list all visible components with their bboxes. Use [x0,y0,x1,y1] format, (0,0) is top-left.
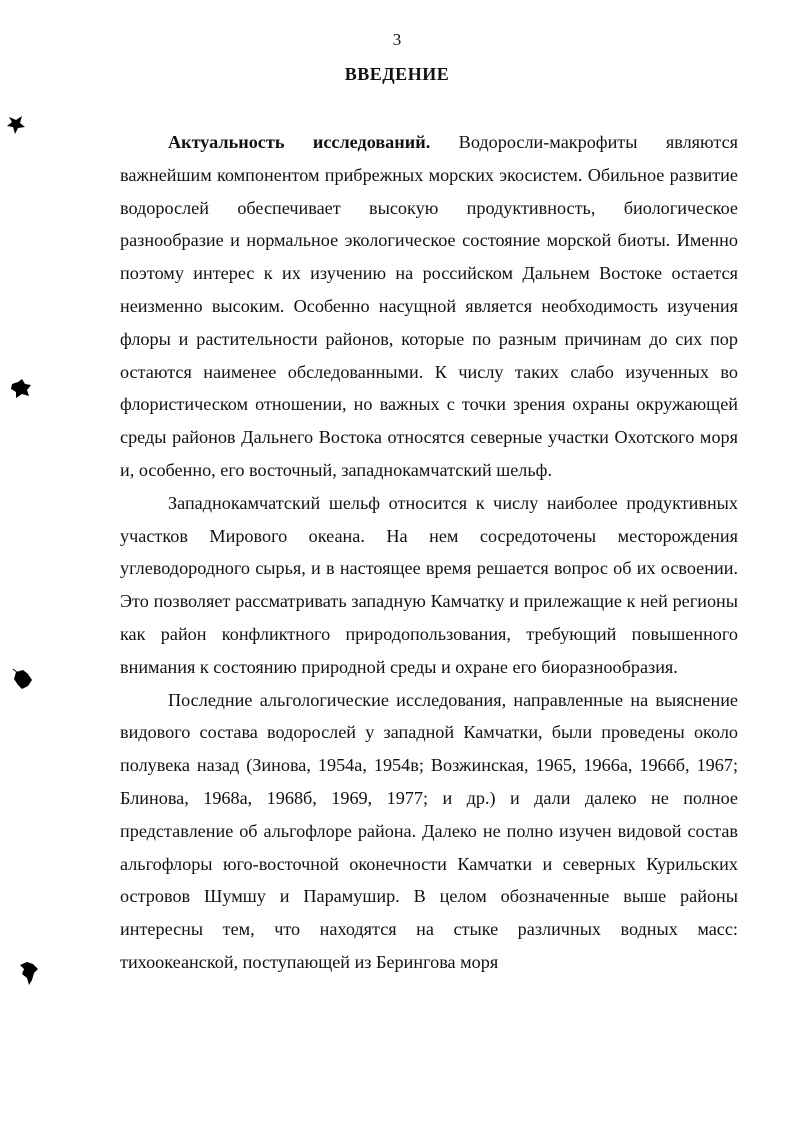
scan-mark-icon [10,378,32,400]
paragraph-lead: Актуальность исследований. [168,132,431,152]
paragraph: Западнокамчатский шельф относится к числу наиболее продуктивных участков Мирового океана. На нем сосредоточены месторождения углеводородного сырья, и в настоящее время решается вопрос об их освоении. Это позволяет рассматривать западную Камчатку и прилежащие к ней регионы как район конфликтного природопользования, требующий повышенного внимания к состоянию природной среды и охране его биоразнообразия. [120,492,738,677]
scan-mark-icon [6,114,26,136]
scan-mark-icon [12,668,34,692]
page-number: 3 [392,30,402,49]
paragraph [120,126,738,487]
paragraph-text: Водоросли-макрофиты являются важнейшим компонентом прибрежных морских экосистем. Обильное развитие водорослей обеспечивает высокую продуктивность, биологическое разнообразие и нормальное экологическое состояние морской биоты. Именно поэтому интерес к их изучению на российском Дальнем Востоке остается неизменно высоким. Особенно насущной является необходимость изучения флоры и растительности районов, которые по разным причинам до сих пор остаются наименее обследованными. К числу таких слабо изученных во флористическом отношении, но важных с точки зрения охраны окружающей среды районов Дальнего Востока относятся северные участки Охотского моря и, особенно, его восточный, западнокамчатский шельф. [120,132,739,480]
page-heading: ВВЕДЕНИЕ [344,64,450,84]
paragraph: Последние альгологические исследования, направленные на выяснение видового состава водорослей у западной Камчатки, были проведены около полувека назад (Зинова, 1954а, 1954в; Возжинская, 1965, 1966а, 1966б, 1967; Блинова, 1968а, 1968б, 1969, 1977; и др.) и дали далеко не полное представление об альгофлоре района. Далеко не полно изучен видовой состав альгофлоры юго-восточной оконечности Камчатки и северных Курильских островов Шумшу и Парамушир. В целом обозначенные выше районы интересны тем, что находятся на стыке различных водных масс: тихоокеанской, поступающей из Берингова моря [120,689,738,972]
scan-mark-icon [18,960,40,986]
document-body [120,126,738,979]
